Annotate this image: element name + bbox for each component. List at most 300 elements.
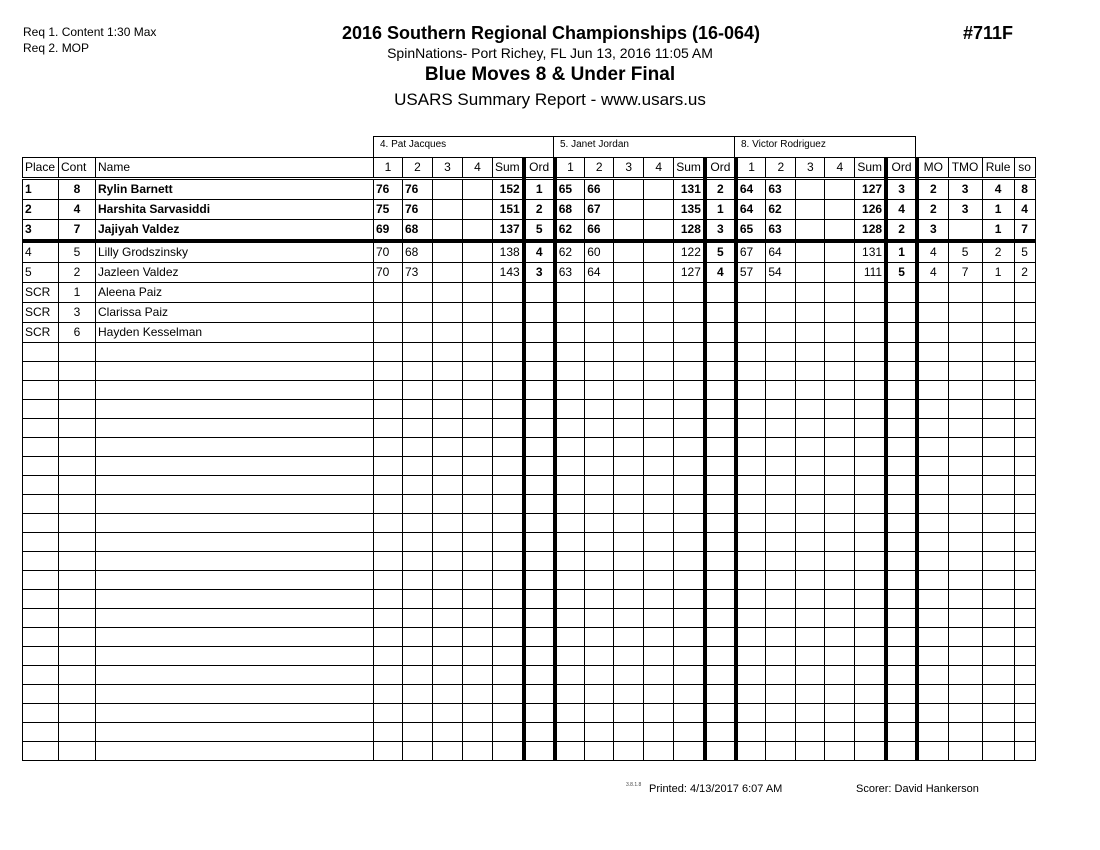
judge2-3-cell [614, 400, 644, 419]
cont-cell [59, 476, 96, 495]
judge1-ord-cell [524, 419, 555, 438]
judge1-4-cell [463, 666, 493, 685]
so-cell [1014, 723, 1035, 742]
judge1-1-cell [374, 283, 403, 303]
judge2-3-cell [614, 628, 644, 647]
judge1-3-cell [433, 362, 463, 381]
cont-cell: 1 [59, 283, 96, 303]
col-so: so [1014, 158, 1035, 179]
judge3-sum-cell [855, 400, 886, 419]
col-j1-sum: Sum [493, 158, 524, 179]
col-place: Place [23, 158, 59, 179]
judge3-ord-cell [886, 438, 917, 457]
judge3-2-cell: 54 [766, 263, 796, 283]
judge2-2-cell [585, 438, 614, 457]
judge1-2-cell: 76 [403, 179, 433, 200]
rule-cell [982, 742, 1014, 761]
judge2-sum-cell [674, 362, 705, 381]
judge3-ord-cell [886, 609, 917, 628]
so-cell [1014, 704, 1035, 723]
judge1-2-cell [403, 742, 433, 761]
col-j3-1: 1 [736, 158, 766, 179]
judge2-3-cell [614, 263, 644, 283]
judge1-sum-cell [493, 609, 524, 628]
table-row [23, 609, 1036, 628]
judge3-2-cell [766, 590, 796, 609]
tmo-cell [948, 628, 982, 647]
judge1-1-cell [374, 419, 403, 438]
judge1-2-cell [403, 457, 433, 476]
cont-cell [59, 590, 96, 609]
cont-cell [59, 419, 96, 438]
place-cell [23, 704, 59, 723]
judge1-ord-cell: 5 [524, 220, 555, 242]
judge2-sum-cell [674, 666, 705, 685]
judge2-2-cell [585, 723, 614, 742]
judge2-4-cell [644, 495, 674, 514]
judge1-3-cell [433, 303, 463, 323]
judge1-ord-cell [524, 495, 555, 514]
tmo-cell [948, 362, 982, 381]
place-cell: SCR [23, 283, 59, 303]
judge1-ord-cell [524, 303, 555, 323]
judge3-ord-cell [886, 647, 917, 666]
table-row [23, 514, 1036, 533]
rule-cell: 1 [982, 220, 1014, 242]
judge2-ord-cell [705, 343, 736, 362]
judge1-ord-cell [524, 723, 555, 742]
judge3-sum-cell [855, 666, 886, 685]
judge3-sum-cell [855, 514, 886, 533]
col-j3-2: 2 [766, 158, 796, 179]
so-cell [1014, 647, 1035, 666]
judge1-ord-cell [524, 323, 555, 343]
judge1-1-cell [374, 323, 403, 343]
judge1-4-cell [463, 609, 493, 628]
judge3-1-cell [736, 419, 766, 438]
judge1-sum-cell: 151 [493, 200, 524, 220]
judge3-ord-cell [886, 381, 917, 400]
judge-header-2: 5. Janet Jordan [553, 136, 735, 157]
judge1-3-cell [433, 590, 463, 609]
judge1-2-cell [403, 609, 433, 628]
tmo-cell: 5 [948, 241, 982, 263]
so-cell [1014, 419, 1035, 438]
table-row [23, 495, 1036, 514]
judge3-1-cell [736, 704, 766, 723]
judge2-1-cell [555, 343, 585, 362]
mo-cell: 3 [917, 220, 948, 242]
judge3-2-cell [766, 381, 796, 400]
judge3-4-cell [825, 381, 855, 400]
judge2-2-cell [585, 647, 614, 666]
judge1-2-cell [403, 514, 433, 533]
judge2-4-cell [644, 419, 674, 438]
place-cell: 3 [23, 220, 59, 242]
rule-cell: 2 [982, 241, 1014, 263]
col-name: Name [96, 158, 374, 179]
cont-cell: 4 [59, 200, 96, 220]
judge3-1-cell [736, 476, 766, 495]
mo-cell: 4 [917, 241, 948, 263]
cont-cell [59, 704, 96, 723]
judge1-1-cell [374, 742, 403, 761]
cont-cell [59, 495, 96, 514]
judge3-3-cell [796, 220, 825, 242]
judge1-1-cell [374, 381, 403, 400]
judge1-4-cell [463, 179, 493, 200]
judge3-4-cell [825, 220, 855, 242]
name-cell [96, 571, 374, 590]
tmo-cell [948, 323, 982, 343]
cont-cell: 2 [59, 263, 96, 283]
cont-cell [59, 343, 96, 362]
judge3-2-cell [766, 666, 796, 685]
judge2-3-cell [614, 303, 644, 323]
place-cell [23, 381, 59, 400]
judge3-ord-cell [886, 303, 917, 323]
judge3-1-cell [736, 381, 766, 400]
judge2-sum-cell [674, 303, 705, 323]
judge2-sum-cell: 122 [674, 241, 705, 263]
judge1-ord-cell [524, 647, 555, 666]
judge2-3-cell [614, 685, 644, 704]
tmo-cell [948, 303, 982, 323]
table-row [23, 666, 1036, 685]
judge3-ord-cell [886, 476, 917, 495]
cont-cell [59, 666, 96, 685]
judge2-2-cell: 66 [585, 220, 614, 242]
table-row [23, 343, 1036, 362]
judge2-sum-cell [674, 343, 705, 362]
judge2-1-cell [555, 742, 585, 761]
col-j3-3: 3 [796, 158, 825, 179]
judge3-1-cell [736, 283, 766, 303]
judge3-1-cell [736, 609, 766, 628]
mo-cell [917, 476, 948, 495]
judge3-sum-cell [855, 647, 886, 666]
tmo-cell [948, 283, 982, 303]
judge1-ord-cell [524, 457, 555, 476]
judge1-ord-cell [524, 476, 555, 495]
judge1-ord-cell [524, 381, 555, 400]
judge3-3-cell [796, 263, 825, 283]
judge1-1-cell: 75 [374, 200, 403, 220]
judge3-3-cell [796, 685, 825, 704]
judge3-sum-cell [855, 457, 886, 476]
judge3-ord-cell [886, 343, 917, 362]
judge2-4-cell [644, 263, 674, 283]
table-row [23, 533, 1036, 552]
place-cell [23, 666, 59, 685]
judge3-ord-cell: 4 [886, 200, 917, 220]
judge2-sum-cell: 135 [674, 200, 705, 220]
judge1-3-cell [433, 552, 463, 571]
judge2-sum-cell [674, 571, 705, 590]
judge3-4-cell [825, 742, 855, 761]
judge2-1-cell: 62 [555, 220, 585, 242]
rule-cell [982, 457, 1014, 476]
judge1-ord-cell [524, 343, 555, 362]
cont-cell: 3 [59, 303, 96, 323]
judge3-2-cell [766, 457, 796, 476]
so-cell [1014, 590, 1035, 609]
judge3-1-cell [736, 685, 766, 704]
scorer-name: Scorer: David Hankerson [856, 783, 979, 795]
judge1-1-cell [374, 590, 403, 609]
judge1-1-cell [374, 647, 403, 666]
judge3-ord-cell [886, 323, 917, 343]
judge3-ord-cell [886, 457, 917, 476]
col-j2-3: 3 [614, 158, 644, 179]
judge2-4-cell [644, 200, 674, 220]
judge1-sum-cell [493, 303, 524, 323]
judge3-3-cell [796, 609, 825, 628]
so-cell [1014, 343, 1035, 362]
place-cell [23, 590, 59, 609]
judge3-ord-cell [886, 362, 917, 381]
judge3-4-cell [825, 514, 855, 533]
judge1-sum-cell [493, 438, 524, 457]
judge1-2-cell [403, 283, 433, 303]
judge2-ord-cell [705, 381, 736, 400]
judge2-1-cell [555, 647, 585, 666]
judge2-2-cell [585, 362, 614, 381]
judge3-sum-cell [855, 704, 886, 723]
judge3-2-cell [766, 685, 796, 704]
judge3-ord-cell: 2 [886, 220, 917, 242]
results-table [22, 157, 1036, 761]
cont-cell [59, 552, 96, 571]
judge3-4-cell [825, 457, 855, 476]
mo-cell [917, 323, 948, 343]
judge3-3-cell [796, 283, 825, 303]
judge1-1-cell [374, 343, 403, 362]
judge2-2-cell [585, 571, 614, 590]
judge1-ord-cell: 4 [524, 241, 555, 263]
judge2-ord-cell [705, 362, 736, 381]
name-cell [96, 628, 374, 647]
table-row [23, 362, 1036, 381]
judge1-3-cell [433, 666, 463, 685]
judge1-ord-cell [524, 742, 555, 761]
judge1-2-cell [403, 685, 433, 704]
judge1-2-cell [403, 552, 433, 571]
judge2-3-cell [614, 241, 644, 263]
mo-cell [917, 419, 948, 438]
judge1-4-cell [463, 362, 493, 381]
judge2-3-cell [614, 381, 644, 400]
tmo-cell [948, 381, 982, 400]
judge3-1-cell [736, 571, 766, 590]
judge2-3-cell [614, 343, 644, 362]
judge1-2-cell [403, 647, 433, 666]
mo-cell: 4 [917, 263, 948, 283]
judge2-sum-cell [674, 514, 705, 533]
judge3-4-cell [825, 343, 855, 362]
judge3-1-cell: 64 [736, 200, 766, 220]
name-cell: Clarissa Paiz [96, 303, 374, 323]
event-number: #711F [963, 23, 1014, 43]
judge2-4-cell [644, 647, 674, 666]
judge1-3-cell [433, 220, 463, 242]
cont-cell [59, 723, 96, 742]
judge1-1-cell [374, 362, 403, 381]
judge3-1-cell [736, 590, 766, 609]
judge1-ord-cell [524, 685, 555, 704]
judge2-1-cell [555, 495, 585, 514]
place-cell: 5 [23, 263, 59, 283]
judge3-2-cell [766, 476, 796, 495]
cont-cell [59, 647, 96, 666]
mo-cell [917, 666, 948, 685]
judge3-3-cell [796, 742, 825, 761]
tmo-cell: 7 [948, 263, 982, 283]
judge1-4-cell [463, 200, 493, 220]
judge2-1-cell [555, 438, 585, 457]
judge1-2-cell [403, 323, 433, 343]
judge3-ord-cell [886, 495, 917, 514]
judge2-1-cell [555, 381, 585, 400]
judge2-2-cell [585, 457, 614, 476]
judge1-4-cell [463, 343, 493, 362]
judge2-2-cell [585, 381, 614, 400]
rule-cell [982, 323, 1014, 343]
judge2-ord-cell [705, 323, 736, 343]
judge3-ord-cell [886, 723, 917, 742]
judge1-ord-cell [524, 704, 555, 723]
rule-cell [982, 552, 1014, 571]
so-cell [1014, 303, 1035, 323]
judge1-1-cell [374, 666, 403, 685]
cont-cell [59, 628, 96, 647]
judge1-1-cell [374, 457, 403, 476]
col-mo: MO [917, 158, 948, 179]
judge2-1-cell [555, 476, 585, 495]
judge3-1-cell [736, 323, 766, 343]
judge3-4-cell [825, 685, 855, 704]
rule-cell [982, 419, 1014, 438]
judge2-ord-cell [705, 419, 736, 438]
rule-cell: 1 [982, 263, 1014, 283]
judge1-1-cell [374, 609, 403, 628]
judge1-1-cell [374, 303, 403, 323]
judge3-4-cell [825, 552, 855, 571]
judge1-sum-cell [493, 590, 524, 609]
judge1-ord-cell [524, 609, 555, 628]
judge1-2-cell: 73 [403, 263, 433, 283]
judge1-sum-cell [493, 742, 524, 761]
judge2-1-cell [555, 571, 585, 590]
rule-cell [982, 514, 1014, 533]
cont-cell [59, 742, 96, 761]
judge1-4-cell [463, 647, 493, 666]
judge2-2-cell [585, 303, 614, 323]
name-cell: Jajiyah Valdez [96, 220, 374, 242]
header-row [23, 158, 1036, 179]
rule-cell [982, 685, 1014, 704]
mo-cell [917, 723, 948, 742]
judge3-1-cell [736, 343, 766, 362]
judge2-sum-cell: 131 [674, 179, 705, 200]
judge1-3-cell [433, 609, 463, 628]
judge3-2-cell [766, 303, 796, 323]
col-j1-2: 2 [403, 158, 433, 179]
col-j2-4: 4 [644, 158, 674, 179]
judge3-4-cell [825, 647, 855, 666]
judge1-1-cell [374, 571, 403, 590]
judge1-3-cell [433, 263, 463, 283]
judge2-sum-cell [674, 723, 705, 742]
judge2-sum-cell [674, 590, 705, 609]
judge3-sum-cell [855, 628, 886, 647]
judge1-sum-cell [493, 514, 524, 533]
tmo-cell [948, 400, 982, 419]
name-cell [96, 666, 374, 685]
tmo-cell [948, 609, 982, 628]
judge3-ord-cell [886, 704, 917, 723]
so-cell [1014, 362, 1035, 381]
judge1-3-cell [433, 514, 463, 533]
so-cell [1014, 495, 1035, 514]
tmo-cell [948, 419, 982, 438]
judge2-sum-cell [674, 552, 705, 571]
judge1-ord-cell [524, 666, 555, 685]
judge1-3-cell [433, 400, 463, 419]
judge1-4-cell [463, 552, 493, 571]
judge1-sum-cell [493, 495, 524, 514]
judge3-ord-cell [886, 742, 917, 761]
cont-cell: 8 [59, 179, 96, 200]
judge1-ord-cell [524, 400, 555, 419]
judge1-sum-cell [493, 571, 524, 590]
table-row [23, 552, 1036, 571]
judge2-ord-cell [705, 495, 736, 514]
place-cell [23, 742, 59, 761]
table-row [23, 381, 1036, 400]
so-cell [1014, 457, 1035, 476]
judge2-ord-cell [705, 400, 736, 419]
name-cell [96, 723, 374, 742]
judge3-ord-cell [886, 666, 917, 685]
rule-cell: 4 [982, 179, 1014, 200]
judge2-2-cell: 66 [585, 179, 614, 200]
judge3-3-cell [796, 495, 825, 514]
judge1-2-cell [403, 533, 433, 552]
mo-cell [917, 514, 948, 533]
judge2-1-cell [555, 533, 585, 552]
judge3-2-cell [766, 723, 796, 742]
judge1-3-cell [433, 685, 463, 704]
so-cell: 4 [1014, 200, 1035, 220]
judge3-4-cell [825, 241, 855, 263]
judge2-4-cell [644, 533, 674, 552]
judge3-sum-cell [855, 590, 886, 609]
judge1-3-cell [433, 419, 463, 438]
so-cell [1014, 552, 1035, 571]
judge2-3-cell [614, 609, 644, 628]
judge3-1-cell [736, 362, 766, 381]
mo-cell [917, 533, 948, 552]
judge2-sum-cell [674, 704, 705, 723]
col-tmo: TMO [948, 158, 982, 179]
judge2-4-cell [644, 742, 674, 761]
judge1-sum-cell [493, 685, 524, 704]
place-cell [23, 419, 59, 438]
tmo-cell [948, 571, 982, 590]
name-cell: Jazleen Valdez [96, 263, 374, 283]
judge3-3-cell [796, 303, 825, 323]
